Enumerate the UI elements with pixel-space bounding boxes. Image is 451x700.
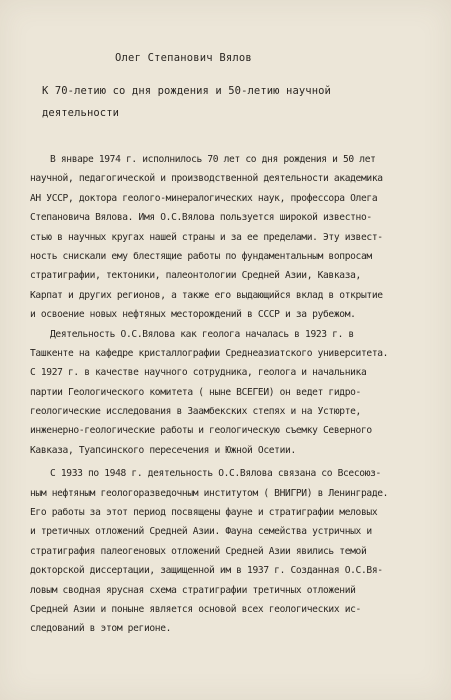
text-line: Его работы за этот период посвящены фауне и стратиграфии меловых	[30, 507, 378, 519]
text-line: Степановича Вялова. Имя О.С.Вялова пользуется широкой известно-	[30, 212, 372, 224]
text-line: Ташкенте на кафедре кристаллографии Среднеазиатского университета.	[30, 347, 389, 359]
text-line: научной, педагогической и производственной деятельности академика	[30, 173, 383, 185]
text-line: стью в научных кругах нашей страны и за ее пределами. Эту извест-	[30, 231, 383, 243]
text-line: Средней Азии и поныне является основой всех геологических ис-	[30, 603, 361, 615]
text-line: ным нефтяным геологоразведочным институтом ( ВНИГРИ) в Ленинграде.	[30, 487, 389, 499]
paragraph-2	[30, 325, 430, 461]
text-line: инженерно-геологические работы и геологическую съемку Северного	[30, 425, 372, 437]
text-line: Карпат и других регионов, а также его выдающийся вклад в открытие	[30, 289, 383, 301]
text-line: следований в этом регионе.	[30, 623, 172, 635]
author-name: Олег Степанович Вялов	[115, 52, 252, 64]
text-line: ность снискали ему блестящие работы по фундаментальным вопросам	[30, 250, 372, 262]
text-line: Кавказа, Туапсинского пересечения и Южной Осетии.	[30, 444, 296, 456]
text-line: докторской диссертации, защищенной им в 1937 г. Созданная О.С.Вя-	[30, 565, 383, 577]
body-text	[30, 150, 430, 639]
heading-line-1: К 70-летию со дня рождения и 50-летию научной	[42, 85, 331, 97]
text-line: стратиграфии, тектоники, палеонтологии Средней Азии, Кавказа,	[30, 270, 361, 282]
text-line: партии Геологического комитета ( ныне ВСЕГЕИ) он ведет гидро-	[30, 386, 361, 398]
paragraph-1	[30, 150, 430, 325]
text-line: и третичных отложений Средней Азии. Фауна семейства устричных и	[30, 526, 372, 538]
text-line: и освоение новых нефтяных месторождений в СССР и за рубежом.	[30, 309, 356, 321]
text-line: С 1933 по 1948 г. деятельность О.С.Вялова связана со Всесоюз-	[50, 468, 381, 480]
text-line: В январе 1974 г. исполнилось 70 лет со дня рождения и 50 лет	[50, 154, 376, 165]
text-line: АН УССР, доктора геолого-минералогических наук, профессора Олега	[30, 192, 378, 204]
text-line: С 1927 г. в качестве научного сотрудника, геолога и начальника	[30, 367, 367, 379]
heading-line-2: деятельности	[42, 107, 120, 119]
text-line: Деятельность О.С.Вялова как геолога началась в 1923 г. в	[50, 328, 354, 340]
text-line: ловым сводная ярусная схема стратиграфии третичных отложений	[30, 584, 356, 596]
text-line: стратиграфия палеогеновых отложений Средней Азии явились темой	[30, 545, 367, 557]
text-line: геологические исследования в Заамбекских степях и на Устюрте,	[30, 406, 361, 418]
paragraph-3	[30, 464, 430, 639]
